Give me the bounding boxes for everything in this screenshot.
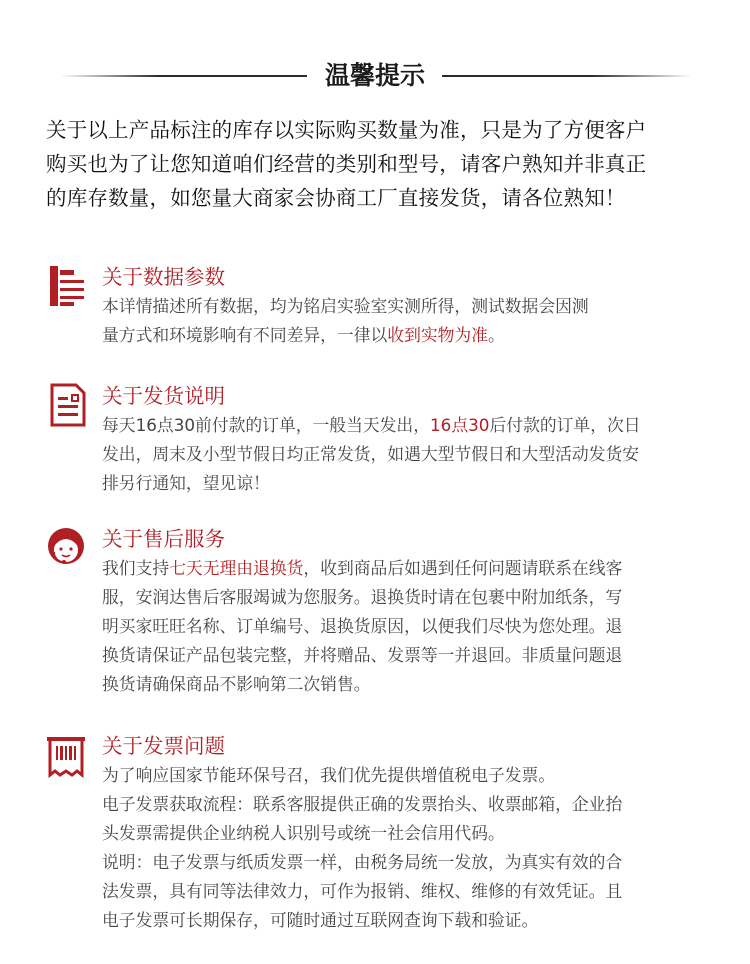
body-line: 说明：电子发票与纸质发票一样，由税务局统一发放，为真实有效的合 (102, 852, 623, 872)
body-line: 明买家旺旺名称、订单编号、退换货原因，以便我们尽快为您处理。退 (102, 616, 623, 636)
body-line (102, 321, 722, 350)
body-line: 头发票需提供企业纳税人识别号或统一社会信用代码。 (102, 823, 505, 843)
customer-service-icon (44, 524, 88, 572)
notice-paragraph (46, 113, 716, 215)
title-divider-left (60, 75, 307, 77)
body-line (102, 554, 722, 583)
page-title: 温馨提示 (324, 61, 425, 90)
section-body (102, 761, 722, 935)
body-line: 法发票，具有同等法律效力，可作为报销、维权、维修的有效凭证。且 (102, 881, 623, 901)
body-line: 换货请保证产品包装完整，并将赠品、发票等一并退回。非质量问题退 (102, 645, 623, 665)
body-text: 量方式和环境影响有不同差异，一律以 (102, 325, 388, 345)
invoice-icon (44, 731, 88, 779)
data-parameters-icon (44, 262, 88, 310)
section-heading: 关于售后服务 (102, 527, 225, 551)
notice-line: 的库存数量，如您量大商家会协商工厂直接发货，请各位熟知！ (46, 186, 626, 210)
section-body (102, 292, 722, 350)
body-line: 为了响应国家节能环保号召，我们优先提供增值税电子发票。 (102, 765, 556, 785)
section-heading: 关于发票问题 (102, 734, 225, 758)
title-divider-right (442, 75, 692, 77)
title-row (0, 55, 750, 99)
body-text: 我们支持 (102, 558, 170, 578)
body-line: 排另行通知，望见谅！ (102, 473, 270, 493)
section-heading: 关于数据参数 (102, 265, 225, 289)
body-line: 本详情描述所有数据，均为铭启实验室实测所得，测试数据会因测 (102, 296, 589, 316)
section-body (102, 554, 722, 699)
section-heading: 关于发货说明 (102, 384, 225, 408)
highlight-text: 七天无理由退换货 (169, 558, 304, 578)
section-body (102, 411, 722, 498)
notice-line: 关于以上产品标注的库存以实际购买数量为准，只是为了方便客户 (46, 118, 647, 142)
body-line: 服，安润达售后客服竭诚为您服务。退换货时请在包裹中附加纸条，写 (102, 587, 623, 607)
body-line: 电子发票获取流程：联系客服提供正确的发票抬头、收票邮箱，企业抬 (102, 794, 623, 814)
body-text: 后付款的订单，次日 (489, 415, 641, 435)
document-icon (44, 381, 88, 429)
body-line: 电子发票可长期保存，可随时通过互联网查询下载和验证。 (102, 910, 539, 930)
highlight-text: 收到实物为准 (387, 325, 488, 345)
highlight-text: 16点30 (430, 415, 490, 435)
body-text: 。 (488, 325, 505, 345)
body-line: 换货请确保商品不影响第二次销售。 (102, 674, 371, 694)
body-text: ，收到商品后如遇到任何问题请联系在线客 (303, 558, 623, 578)
body-line (102, 411, 722, 440)
notice-line: 购买也为了让您知道咱们经营的类别和型号，请客户熟知并非真正 (46, 152, 647, 176)
body-line: 发出，周末及小型节假日均正常发货，如遇大型节假日和大型活动发货安 (102, 444, 640, 464)
body-text: 每天16点30前付款的订单，一般当天发出， (102, 415, 430, 435)
